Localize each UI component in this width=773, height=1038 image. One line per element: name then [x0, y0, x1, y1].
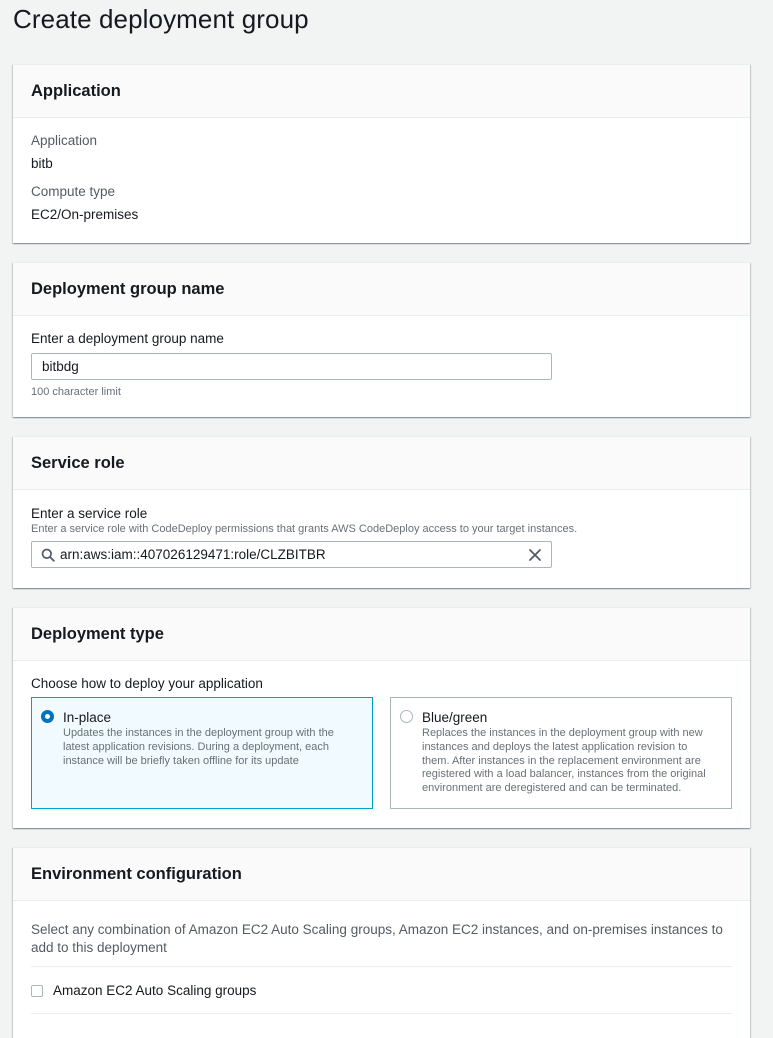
application-panel: [13, 64, 750, 243]
service-role-input[interactable]: [60, 542, 520, 567]
deployment-type-panel-header: [13, 608, 750, 661]
service-role-search-field[interactable]: [31, 541, 552, 568]
blue-green-option-tile[interactable]: [390, 697, 732, 809]
auto-scaling-groups-label[interactable]: Amazon EC2 Auto Scaling groups: [53, 983, 257, 998]
divider: [31, 966, 732, 967]
application-label: Application: [31, 133, 98, 148]
environment-configuration-panel: [13, 847, 750, 1038]
page-title: Create deployment group: [13, 4, 309, 34]
service-role-panel-header: [13, 437, 750, 490]
compute-type-label: Compute type: [31, 184, 116, 199]
close-icon[interactable]: [528, 548, 542, 562]
deployment-group-name-panel-header: [13, 263, 750, 316]
application-panel-title: Application: [31, 81, 121, 100]
application-value: bitb: [31, 156, 53, 171]
deployment-group-name-panel-title: Deployment group name: [31, 279, 225, 298]
environment-configuration-panel-title: Environment configuration: [31, 864, 242, 883]
divider: [31, 1013, 732, 1014]
auto-scaling-groups-checkbox[interactable]: [31, 985, 43, 997]
service-role-panel: [13, 436, 750, 588]
search-icon: [41, 548, 55, 562]
in-place-radio[interactable]: [41, 710, 54, 723]
deployment-group-name-label: Enter a deployment group name: [31, 331, 224, 346]
deployment-type-panel: [13, 607, 750, 828]
environment-configuration-panel-header: [13, 848, 750, 901]
deployment-group-name-panel: [13, 262, 750, 417]
service-role-description: Enter a service role with CodeDeploy permissions that grants AWS CodeDeploy access to your target instances.: [31, 523, 578, 535]
character-limit-hint: 100 character limit: [31, 386, 121, 398]
blue-green-title: Blue/green: [422, 710, 488, 725]
environment-description: Select any combination of Amazon EC2 Auto Scaling groups, Amazon EC2 instances, and on-premises instances to add to this deployment: [31, 922, 723, 955]
in-place-description: Updates the instances in the deployment group with the latest application revisions. During a deployment, each instance will be briefly taken offline for its update: [63, 727, 334, 767]
blue-green-description: Replaces the instances in the deployment group with new instances and deploys the latest application revision to them. After instances in the replacement environment are registered with a load balancer, instances from the original environment are deregistered and can be terminated.: [422, 727, 706, 795]
service-role-panel-title: Service role: [31, 453, 125, 472]
deployment-type-panel-title: Deployment type: [31, 624, 164, 643]
deployment-group-name-input[interactable]: [31, 353, 552, 380]
application-panel-header: [13, 65, 750, 118]
deployment-type-label: Choose how to deploy your application: [31, 676, 263, 691]
in-place-option-tile[interactable]: [31, 697, 373, 809]
blue-green-radio[interactable]: [400, 710, 413, 723]
compute-type-value: EC2/On-premises: [31, 207, 139, 222]
service-role-label: Enter a service role: [31, 506, 148, 521]
in-place-title: In-place: [63, 710, 112, 725]
